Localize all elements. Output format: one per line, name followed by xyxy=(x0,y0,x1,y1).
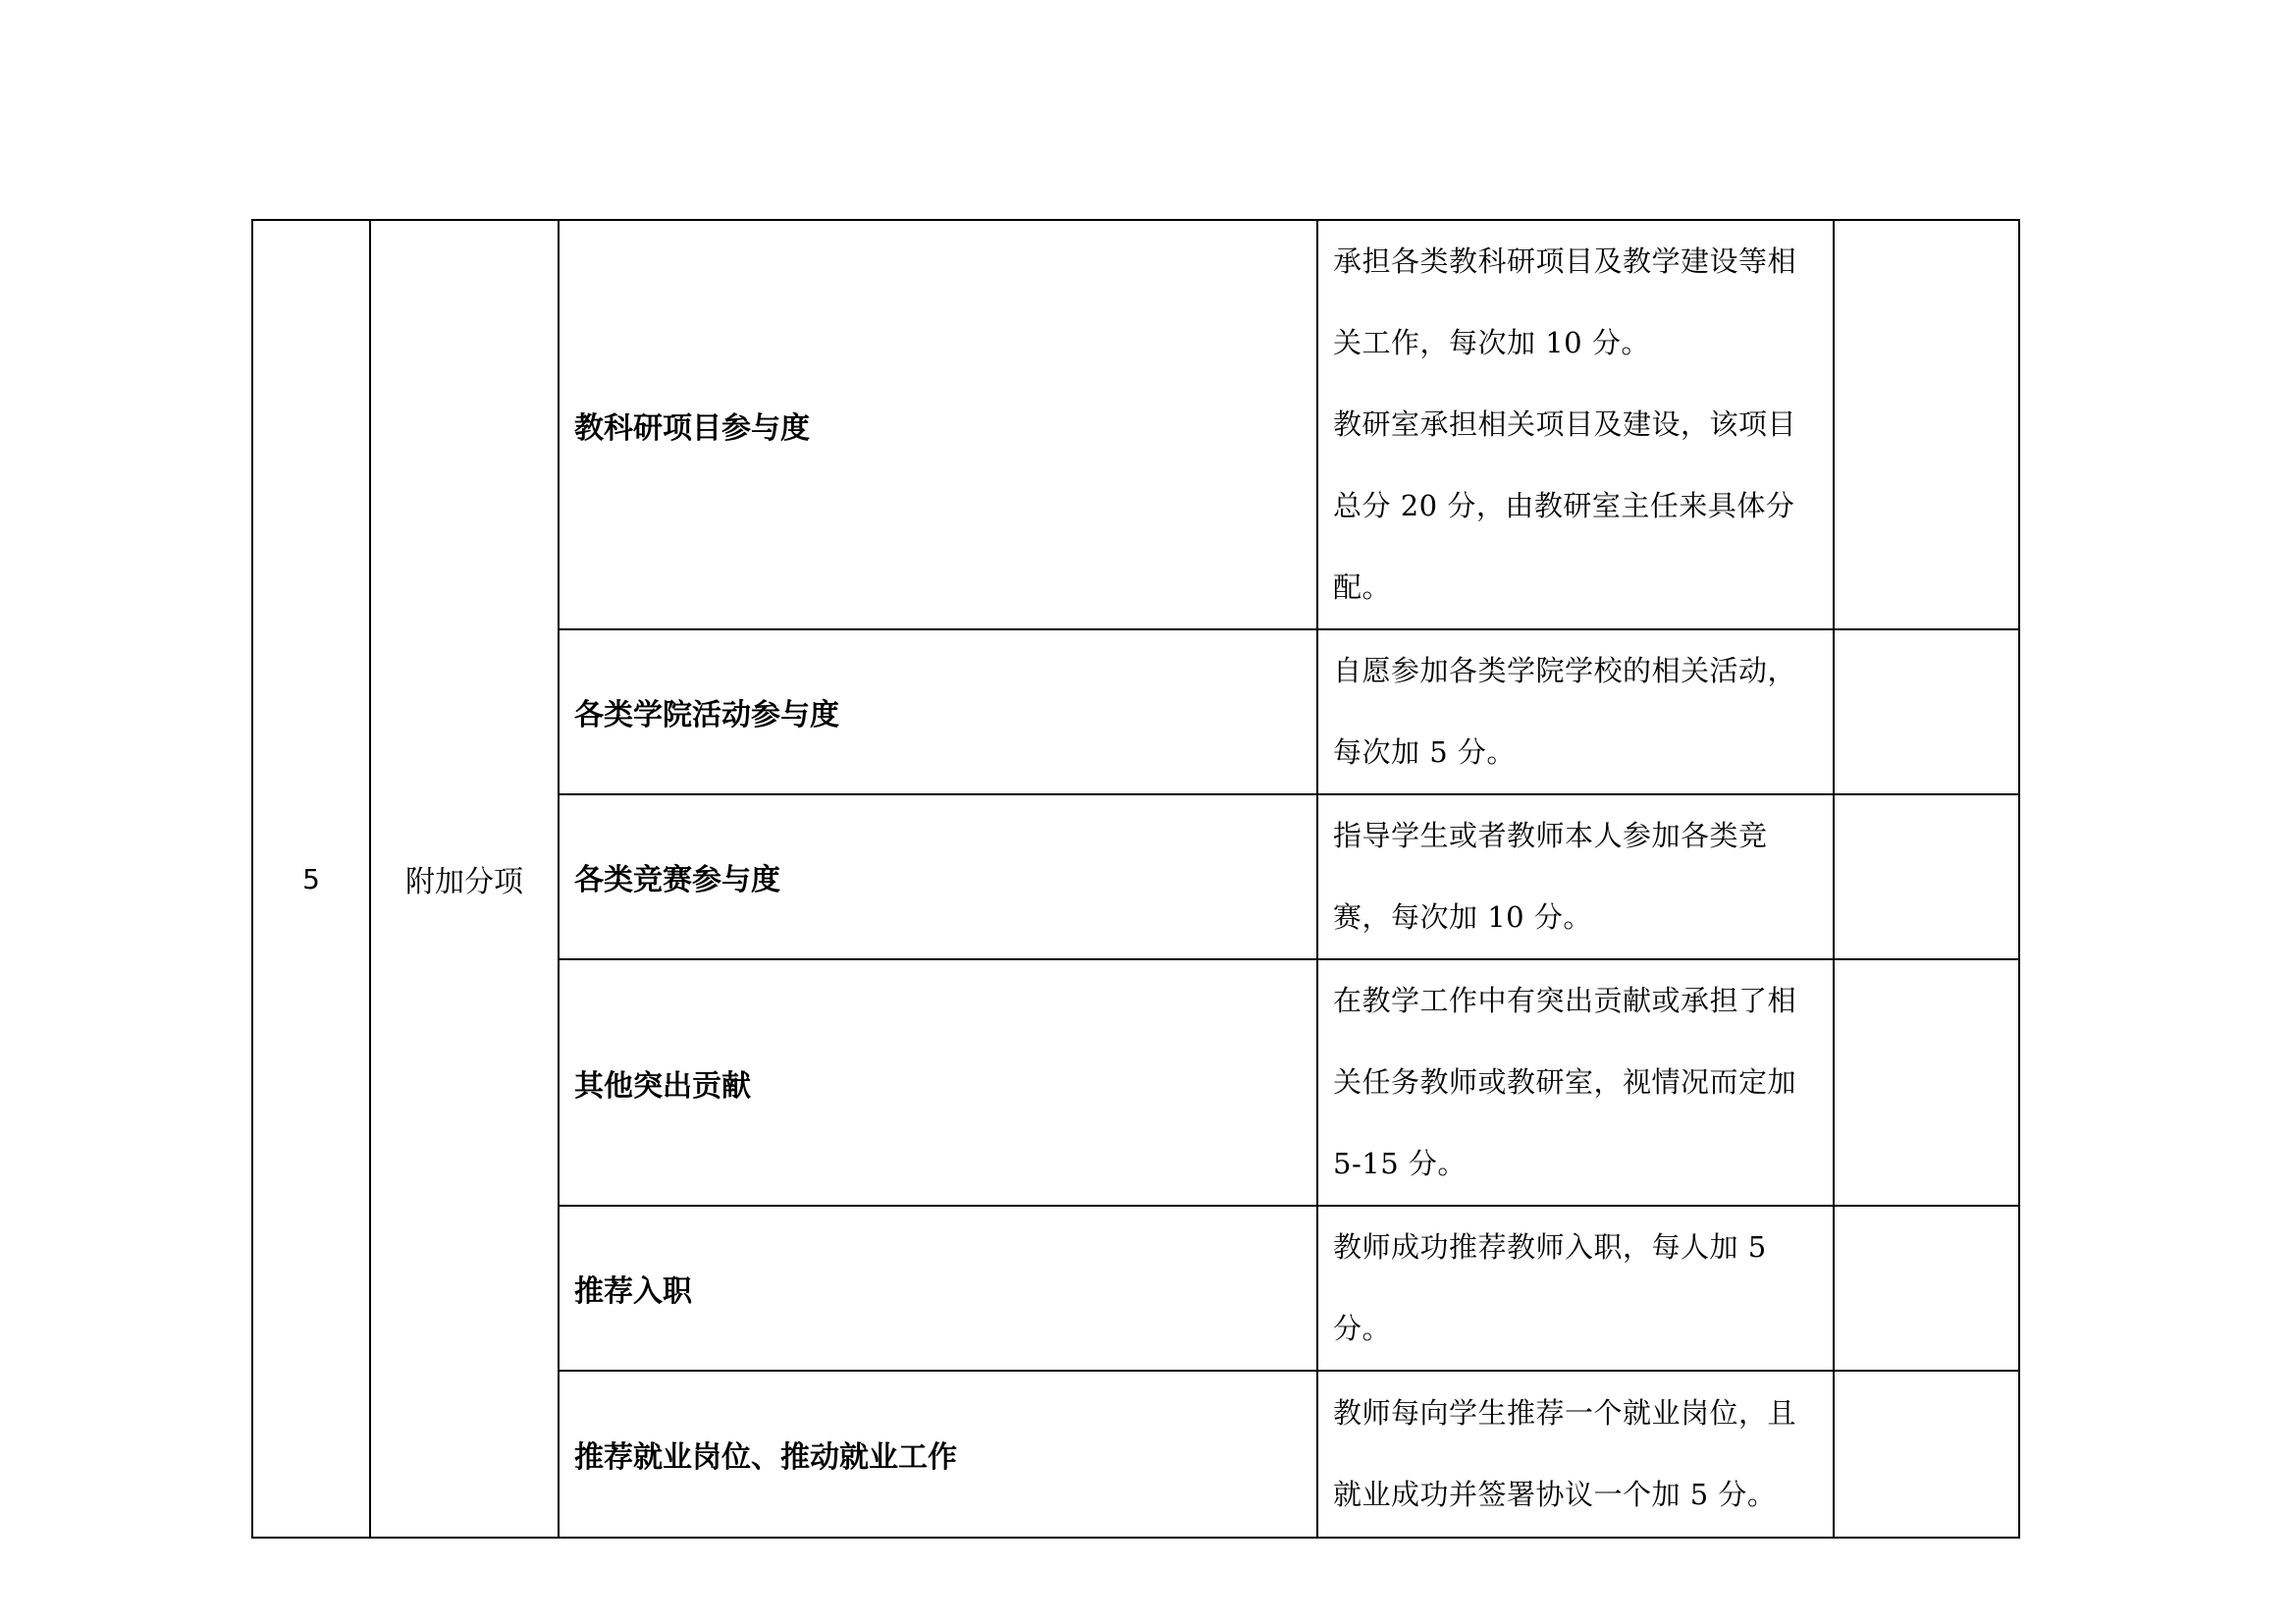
rule-line: 承担各类教科研项目及教学建设等相 xyxy=(1333,244,1797,278)
section-category: 附加分项 xyxy=(370,220,559,1538)
rule-description xyxy=(1317,1206,1834,1371)
score-cell xyxy=(1834,1206,2019,1371)
rule-line: 教师每向学生推荐一个就业岗位，且 xyxy=(1333,1396,1797,1430)
rule-line: 在教学工作中有突出贡献或承担了相 xyxy=(1333,984,1797,1017)
table-row xyxy=(252,220,2019,629)
rule-line: 就业成功并签署协议一个加 5 分。 xyxy=(1333,1478,1777,1511)
score-cell xyxy=(1834,959,2019,1206)
rule-description xyxy=(1317,220,1834,629)
rule-line: 每次加 5 分。 xyxy=(1333,735,1516,769)
rule-line: 关任务教师或教研室，视情况而定加 xyxy=(1333,1065,1797,1099)
rule-description xyxy=(1317,959,1834,1206)
item-name: 推荐入职 xyxy=(559,1206,1317,1371)
rule-line: 教师成功推荐教师入职，每人加 5 分。 xyxy=(1333,1230,1767,1345)
score-cell xyxy=(1834,1371,2019,1538)
item-name: 推荐就业岗位、推动就业工作 xyxy=(559,1371,1317,1538)
rule-line: 5-15 分。 xyxy=(1333,1147,1467,1180)
item-name: 各类学院活动参与度 xyxy=(559,629,1317,794)
section-number: 5 xyxy=(252,220,370,1538)
rule-line: 指导学生或者教师本人参加各类竞 xyxy=(1333,819,1768,852)
rule-description xyxy=(1317,794,1834,959)
rule-line: 总分 20 分，由教研室主任来具体分配。 xyxy=(1333,489,1795,604)
score-cell xyxy=(1834,629,2019,794)
score-cell xyxy=(1834,220,2019,629)
score-cell xyxy=(1834,794,2019,959)
item-name: 教科研项目参与度 xyxy=(559,220,1317,629)
rule-line: 关工作，每次加 10 分。 xyxy=(1333,326,1650,359)
item-name: 其他突出贡献 xyxy=(559,959,1317,1206)
rule-line: 教研室承担相关项目及建设，该项目 xyxy=(1333,407,1797,441)
scoring-table xyxy=(251,219,2020,1539)
rule-line: 自愿参加各类学院学校的相关活动， xyxy=(1333,654,1797,687)
rule-description xyxy=(1317,1371,1834,1538)
rule-description xyxy=(1317,629,1834,794)
rule-line: 赛，每次加 10 分。 xyxy=(1333,900,1592,934)
item-name: 各类竞赛参与度 xyxy=(559,794,1317,959)
